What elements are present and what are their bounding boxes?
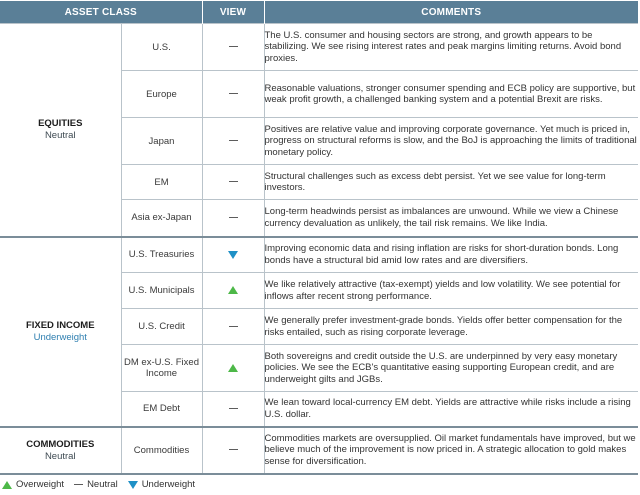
neutral-dash-icon <box>229 449 238 450</box>
view-cell <box>202 392 264 427</box>
sub-asset-label: U.S. <box>121 24 202 71</box>
neutral-dash-icon <box>229 93 238 94</box>
asset-class-cell-fixed-income <box>0 237 121 427</box>
legend <box>2 479 205 490</box>
sub-asset-label: U.S. Municipals <box>121 273 202 309</box>
table-row <box>0 427 638 474</box>
table-row <box>0 237 638 273</box>
view-cell <box>202 165 264 200</box>
neutral-dash-icon <box>229 217 238 218</box>
neutral-dash-icon <box>229 46 238 47</box>
sub-asset-label: DM ex-U.S. Fixed Income <box>121 345 202 392</box>
table-header-row <box>0 1 638 24</box>
legend-item-overweight <box>2 479 64 490</box>
sub-asset-label: Europe <box>121 71 202 118</box>
asset-class-cell-equities <box>0 24 121 237</box>
view-cell <box>202 200 264 237</box>
view-cell <box>202 273 264 309</box>
legend-label: Neutral <box>87 479 118 490</box>
sub-asset-label: EM Debt <box>121 392 202 427</box>
header-comments: COMMENTS <box>264 1 638 24</box>
neutral-dash-icon <box>229 181 238 182</box>
view-cell <box>202 237 264 273</box>
sub-asset-label: Asia ex-Japan <box>121 200 202 237</box>
asset-class-name: FIXED INCOME <box>25 320 95 331</box>
view-cell <box>202 345 264 392</box>
overweight-triangle-icon <box>228 364 238 372</box>
legend-item-underweight <box>128 479 195 490</box>
sub-asset-label: EM <box>121 165 202 200</box>
asset-class-cell-commodities <box>0 427 121 474</box>
underweight-triangle-icon <box>128 481 138 489</box>
overweight-triangle-icon <box>228 286 238 294</box>
comment-cell: Structural challenges such as excess debt persist. Yet we see value for long-term investors. <box>264 165 638 200</box>
comment-cell: Long-term headwinds persist as imbalances are unwound. While we view a Chinese currency devaluation as unlikely, the tail risk remains. We like India. <box>264 200 638 237</box>
view-cell <box>202 24 264 71</box>
comment-cell: Improving economic data and rising inflation are risks for short-duration bonds. Long bonds have a structural bid amid low rates and are diversifiers. <box>264 237 638 273</box>
comment-cell: Both sovereigns and credit outside the U.S. are underpinned by very easy monetary policies. We see the ECB's quantitative easing supporting European credit, and are underweight gilts and JGBs. <box>264 345 638 392</box>
comment-cell: We like relatively attractive (tax-exempt) yields and low volatility. We see potential for inflows after recent strong performance. <box>264 273 638 309</box>
comment-cell: Commodities markets are oversupplied. Oil market fundamentals have improved, but we believe much of the improvement is now priced in. A strategic allocation to gold makes sense for diversification. <box>264 427 638 474</box>
neutral-dash-icon <box>74 484 83 485</box>
comment-cell: We generally prefer investment-grade bonds. Yields offer better compensation for the risks entailed, such as rising corporate leverage. <box>264 309 638 345</box>
comment-cell: Positives are relative value and improving corporate governance. Yet much is priced in, progress on structural reforms is slow, and the BoJ is approaching the limits of traditional monetary policy. <box>264 118 638 165</box>
view-cell <box>202 118 264 165</box>
asset-class-name: EQUITIES <box>38 118 83 130</box>
legend-item-neutral <box>74 479 118 490</box>
sub-asset-label: Japan <box>121 118 202 165</box>
comment-cell: We lean toward local-currency EM debt. Yields are attractive while risks include a rising U.S. dollar. <box>264 392 638 427</box>
legend-label: Underweight <box>141 479 196 490</box>
neutral-dash-icon <box>229 408 238 409</box>
legend-label: Overweight <box>16 479 65 490</box>
asset-class-stance: Underweight <box>33 332 87 343</box>
comment-cell: The U.S. consumer and housing sectors are strong, and growth appears to be stabilizing. We see rising interest rates and peak margins limiting returns. Avoid bond proxies. <box>264 24 638 71</box>
asset-class-stance: Neutral <box>44 450 76 462</box>
asset-class-name: COMMODITIES <box>26 438 95 450</box>
sub-asset-label: U.S. Credit <box>121 309 202 345</box>
header-view: VIEW <box>202 1 264 24</box>
neutral-dash-icon <box>229 140 238 141</box>
sub-asset-label: Commodities <box>121 427 202 474</box>
asset-views-table <box>0 1 638 475</box>
view-cell <box>202 309 264 345</box>
neutral-dash-icon <box>229 326 238 327</box>
view-cell <box>202 427 264 474</box>
header-asset-class: ASSET CLASS <box>0 1 202 24</box>
sub-asset-label: U.S. Treasuries <box>121 237 202 273</box>
comment-cell: Reasonable valuations, stronger consumer spending and ECB policy are supportive, but weak profit growth, a challenged banking system and a potential Brexit are risks. <box>264 71 638 118</box>
view-cell <box>202 71 264 118</box>
asset-class-stance: Neutral <box>44 130 76 142</box>
overweight-triangle-icon <box>2 481 12 489</box>
table-row <box>0 24 638 71</box>
underweight-triangle-icon <box>228 251 238 259</box>
